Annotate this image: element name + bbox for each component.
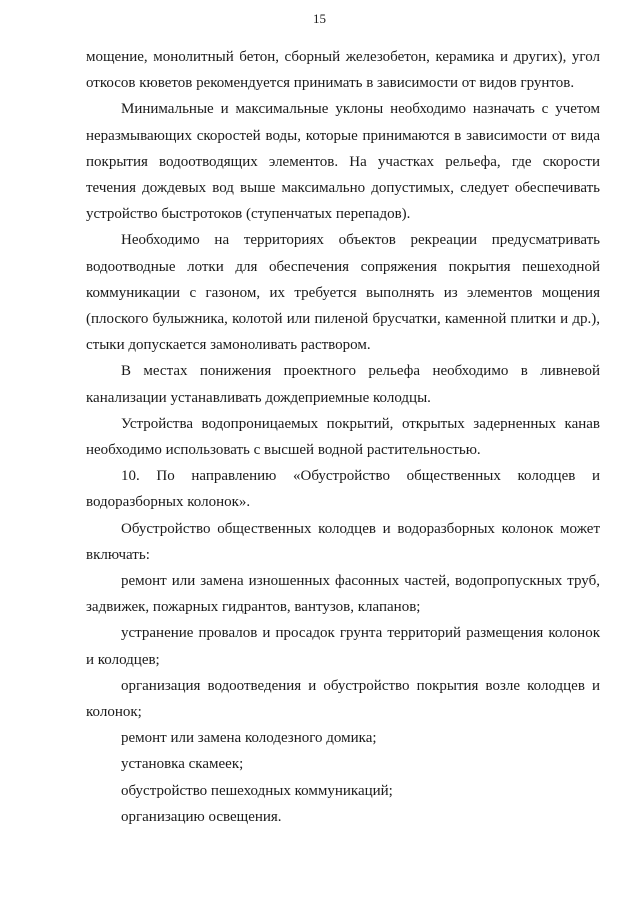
paragraph-storm-wells: В местах понижения проектного рельефа необходимо в ливневой канализации устанавливать дождеприемные колодцы. — [86, 363, 600, 406]
paragraph-drainage-materials: мощение, монолитный бетон, сборный железобетон, керамика и других), угол откосов кюветов рекомендуется принимать в зависимости от видов грунтов. — [86, 49, 600, 92]
list-item-drainage-coverage: организация водоотведения и обустройство покрытия возле колодцев и колонок; — [86, 677, 600, 721]
list-item-well-house: ремонт или замена колодезного домика; — [121, 730, 377, 747]
paragraph-wells-intro: Обустройство общественных колодцев и водоразборных колонок может включать: — [86, 520, 600, 563]
paragraph-slopes: Минимальные и максимальные уклоны необходимо назначать с учетом неразмывающих скоростей воды, которые принимаются в зависимости от вида покрытия водоотводящих элементов. На участках рельефа, где скорости течения дождевых вод выше максимально допустимых, следует обеспечивать устройство быстротоков (ступенчатых перепадов). — [86, 101, 600, 223]
list-item-lighting: организацию освещения. — [121, 808, 282, 825]
page-number: 15 — [313, 11, 326, 26]
list-item-repair-parts: ремонт или замена изношенных фасонных частей, водопропускных труб, задвижек, пожарных гидрантов, вантузов, клапанов; — [86, 573, 600, 616]
paragraph-drainage-trays: Необходимо на территориях объектов рекреации предусматривать водоотводные лотки для обеспечения сопряжения покрытия пешеходной коммуникации с газоном, их требуется выполнять из элементов мощения (плоского булыжника, колотой или пиленой брусчатки, каменной плитки и др.), стыки допускается замоноливать раствором. — [86, 232, 600, 354]
list-item-walkways: обустройство пешеходных коммуникаций; — [121, 782, 393, 799]
list-item-ground-failures: устранение провалов и просадок грунта территорий размещения колонок и колодцев; — [86, 625, 600, 668]
section-heading-wells: 10. По направлению «Обустройство общественных колодцев и водоразборных колонок». — [86, 468, 600, 511]
list-item-benches: установка скамеек; — [121, 756, 244, 773]
page-body — [86, 44, 600, 830]
paragraph-permeable-surfaces: Устройства водопроницаемых покрытий, открытых задерненных канав необходимо использовать с высшей водной растительностью. — [86, 415, 600, 459]
